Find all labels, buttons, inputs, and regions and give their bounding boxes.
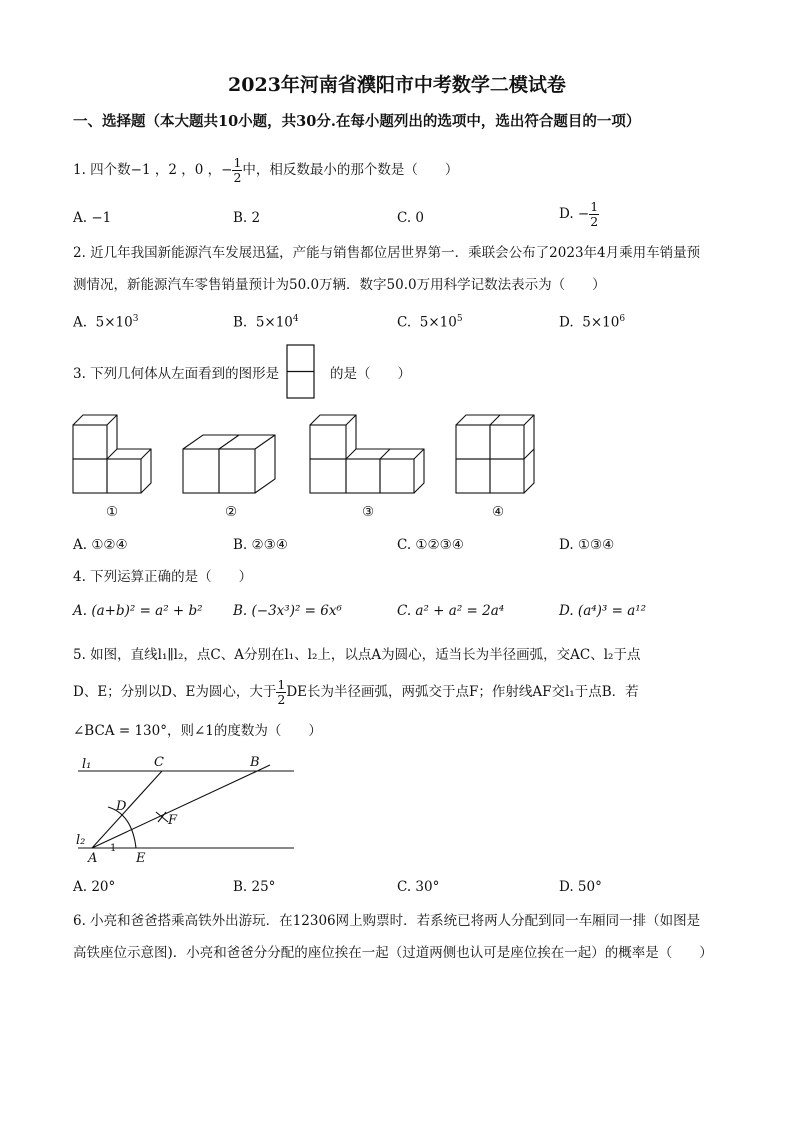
label-d: D <box>116 799 127 814</box>
q4-stem: 4. 下列运算正确的是（ ） <box>73 569 253 585</box>
label-f: F <box>168 813 178 828</box>
q2-b-exp: 4 <box>292 314 299 324</box>
q5-line3: ∠BCA = 130°，则∠1的度数为（ ） <box>73 723 322 739</box>
q2-d-exp: 6 <box>619 314 626 324</box>
q3-figure-label-3: ③ <box>362 504 375 520</box>
q2-d-label: D. <box>559 314 574 331</box>
q5-option-a[interactable]: A. 20° <box>73 879 116 895</box>
q1-option-b[interactable]: B. 2 <box>233 210 261 226</box>
q2-line2: 测情况，新能源汽车零售销量预计为50.0万辆．数字50.0万用科学记数法表示为（ ） <box>73 277 606 293</box>
q2-d-base: 5×10 <box>582 314 620 331</box>
q1-option-d-label: D. − <box>559 206 590 222</box>
q2-a-label: A. <box>73 314 88 331</box>
q2-a-exp: 3 <box>132 314 139 324</box>
q4-option-d[interactable]: D. (a⁴)³ = a¹² <box>559 603 647 619</box>
q2-c-exp: 5 <box>456 314 463 324</box>
q6-line2: 高铁座位示意图)．小亮和爸爸分分配的座位挨在一起（过道两侧也认可是座位挨在一起）的概率是（ ） <box>73 945 713 961</box>
q3-figure-label-1: ① <box>106 504 119 520</box>
question-1-stem <box>73 156 458 185</box>
q1-prefix: 1. 四个数 <box>73 162 131 178</box>
q1-suffix: 中，相反数最小的那个数是（ ） <box>242 162 459 178</box>
q3-figure-1 <box>70 410 165 498</box>
q3-figure-label-4: ④ <box>492 504 505 520</box>
q5-frac-den: 2 <box>277 692 286 707</box>
q3-option-a[interactable]: A. ①②④ <box>73 537 128 553</box>
q1-frac-den: 2 <box>233 170 242 185</box>
q1-option-a[interactable]: A. −1 <box>73 210 112 226</box>
label-b: B <box>250 755 260 770</box>
label-angle-1: 1 <box>110 843 117 854</box>
q5-option-d[interactable]: D. 50° <box>559 879 602 895</box>
q5-frac-num: 1 <box>277 677 286 692</box>
q3-option-c[interactable]: C. ①②③④ <box>397 537 464 553</box>
q3-suffix: 的是（ ） <box>330 366 411 382</box>
q2-c-base: 5×10 <box>419 314 457 331</box>
label-c: C <box>154 755 164 770</box>
q2-option-d[interactable] <box>559 314 625 331</box>
q3-left-view-icon <box>286 344 316 400</box>
q3-prefix: 3. 下列几何体从左面看到的图形是 <box>73 366 280 382</box>
q3-figure-4 <box>453 410 548 498</box>
q5-option-b[interactable]: B. 25° <box>233 879 276 895</box>
q6-line1: 6. 小亮和爸爸搭乘高铁外出游玩．在12306网上购票时．若系统已将两人分配到同一车厢同一排（如图是 <box>73 913 701 929</box>
q1-frac-minus: − <box>221 162 233 178</box>
label-a: A <box>88 851 98 866</box>
q5-option-c[interactable]: C. 30° <box>397 879 440 895</box>
q2-option-c[interactable] <box>397 314 463 331</box>
q2-a-base: 5×10 <box>95 314 133 331</box>
q5-fraction <box>276 678 286 707</box>
q1-option-d[interactable] <box>559 200 599 229</box>
q4-option-c[interactable]: C. a² + a² = 2a⁴ <box>397 603 505 619</box>
label-e: E <box>136 851 146 866</box>
q2-b-base: 5×10 <box>255 314 293 331</box>
q3-option-d[interactable]: D. ①③④ <box>559 537 615 553</box>
label-l1: l₁ <box>82 757 92 772</box>
q1-option-c[interactable]: C. 0 <box>397 210 425 226</box>
page-title: 2023年河南省濮阳市中考数学二模试卷 <box>228 74 566 96</box>
q1-nums: −1 ，2 ，0 ， <box>130 162 222 178</box>
q3-option-b[interactable]: B. ②③④ <box>233 537 288 553</box>
q3-figure-2 <box>180 430 285 498</box>
section-heading: 一、选择题（本大题共10小题，共30分.在每小题列出的选项中，选出符合题目的一项） <box>73 113 641 130</box>
q2-line1: 2. 近几年我国新能源汽车发展迅猛，产能与销售都位居世界第一．乘联会公布了2023年4月乘用车销量预 <box>73 245 701 261</box>
q2-c-label: C. <box>397 314 412 331</box>
q1-fraction <box>232 156 242 185</box>
q2-b-label: B. <box>233 314 248 331</box>
q4-option-a[interactable]: A. (a+b)² = a² + b² <box>73 603 203 619</box>
q1-optd-den: 2 <box>590 214 599 229</box>
label-l2: l₂ <box>76 833 86 848</box>
q5-line2b: DE长为半径画弧，两弧交于点F；作射线AF交l₁于点B．若 <box>286 684 639 700</box>
q3-figure-label-2: ② <box>225 504 238 520</box>
q5-line2 <box>73 678 639 707</box>
q2-option-a[interactable] <box>73 314 138 331</box>
q1-frac-num: 1 <box>233 155 242 170</box>
q3-figure-3 <box>307 410 432 498</box>
q1-optd-num: 1 <box>590 199 599 214</box>
q5-line1: 5. 如图，直线l₁∥l₂，点C、A分别在l₁、l₂上，以点A为圆心，适当长为半径画弧，交AC、l₂于点 <box>73 647 641 663</box>
q1-option-d-fraction <box>589 200 599 229</box>
q4-option-b[interactable]: B. (−3x³)² = 6x⁶ <box>233 603 342 619</box>
q2-option-b[interactable] <box>233 314 299 331</box>
q5-line2a: D、E；分别以D、E为圆心，大于 <box>73 684 277 700</box>
q5-geometry-figure <box>70 752 300 867</box>
